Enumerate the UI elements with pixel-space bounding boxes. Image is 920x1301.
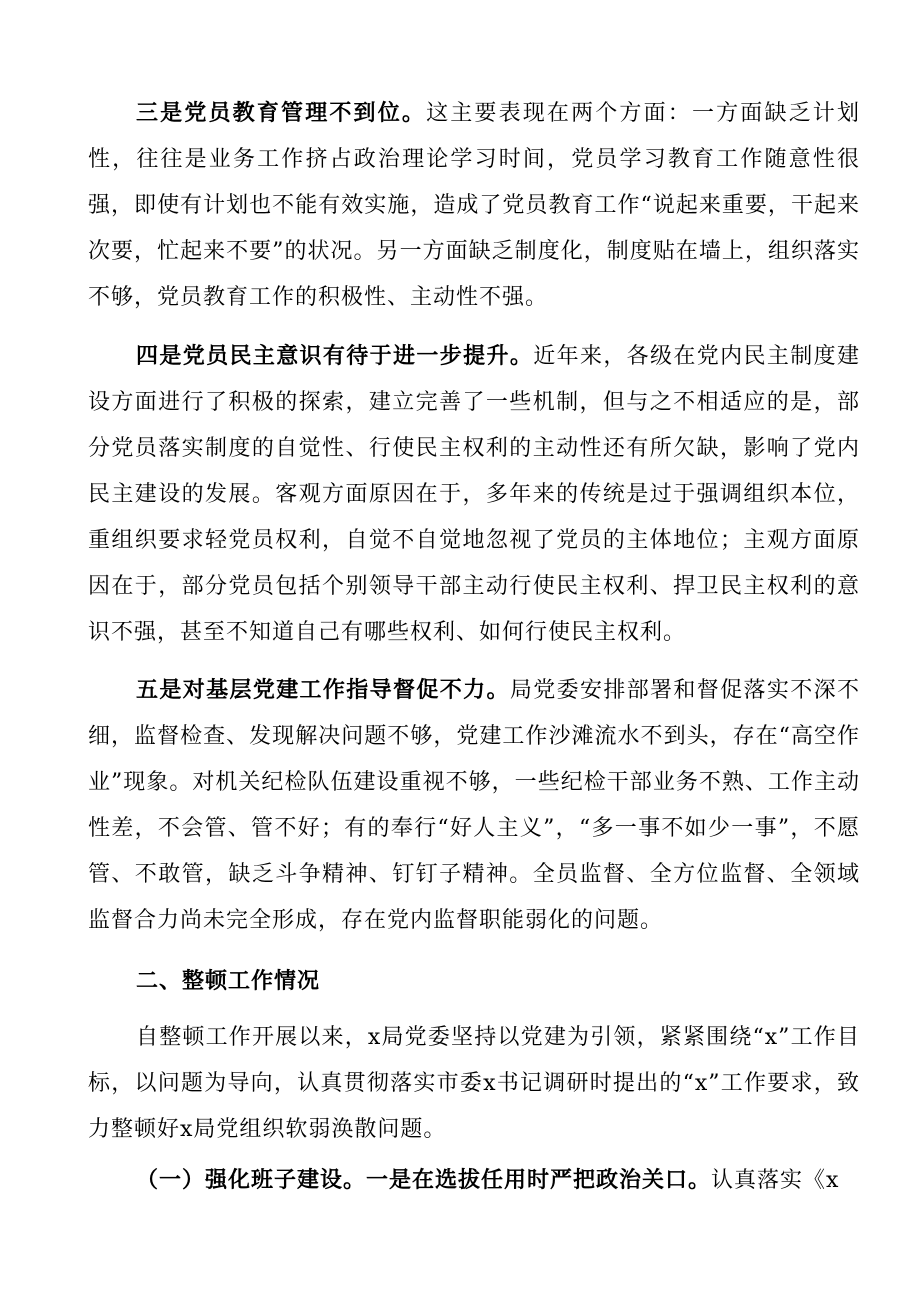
paragraph-grassroots-guidance (88, 667, 860, 944)
paragraph-lead: 四是党员民主意识有待于进一步提升。 (136, 343, 534, 369)
paragraph-democratic-awareness (88, 333, 860, 656)
paragraph-body: 认真落实《x (711, 1168, 840, 1193)
paragraph-intro: 自整顿工作开展以来，x局党委坚持以党建为引领，紧紧围绕“x”工作目标，以问题为导向，认真贯彻落实市委x书记调研时提出的“x”工作要求，致力整顿好x局党组织软弱涣散问题。 (88, 1025, 860, 1142)
paragraph-body: 局党委安排部署和督促落实不深不细，监督检查、发现解决问题不够，党建工作沙滩流水不到头，存在“高空作业”现象。对机关纪检队伍建设重视不够，一些纪检干部业务不熟、工作主动性差，不会管、管不好；有的奉行“好人主义”，“多一事不如少一事”，不愿管、不敢管，缺乏斗争精神、钉钉子精神。全员监督、全方位监督、全领域监督合力尚未完全形成，存在党内监督职能弱化的问题。 (88, 678, 860, 933)
paragraph-body: 近年来，各级在党内民主制度建设方面进行了积极的探索，建立完善了一些机制，但与之不相适应的是，部分党员落实制度的自觉性、行使民主权利的主动性还有所欠缺，影响了党内民主建设的发展。客观方面原因在于，多年来的传统是过于强调组织本位，重组织要求轻党员权利，自觉不自觉地忽视了党员的主体地位；主观方面原因在于，部分党员包括个别领导干部主动行使民主权利、捍卫民主权利的意识不强，甚至不知道自己有哪些权利、如何行使民主权利。 (88, 344, 860, 645)
paragraph-body: 这主要表现在两个方面：一方面缺乏计划性，往往是业务工作挤占政治理论学习时间，党员学习教育工作随意性很强，即使有计划也不能有效实施，造成了党员教育工作“说起来重要，干起来次要，忙起来不要”的状况。另一方面缺乏制度化，制度贴在墙上，组织落实不够，党员教育工作的积极性、主动性不强。 (88, 101, 860, 310)
paragraph-lead: 三是党员教育管理不到位。 (136, 100, 427, 126)
paragraph-team-building (88, 1157, 860, 1204)
paragraph-lead: 五是对基层党建工作指导督促不力。 (136, 677, 510, 703)
paragraph-lead: （一）强化班子建设。一是在选拔任用时严把政治关口。 (136, 1167, 712, 1193)
section-heading: 二、整顿工作情况 (136, 968, 321, 994)
paragraph-party-education (88, 90, 860, 321)
